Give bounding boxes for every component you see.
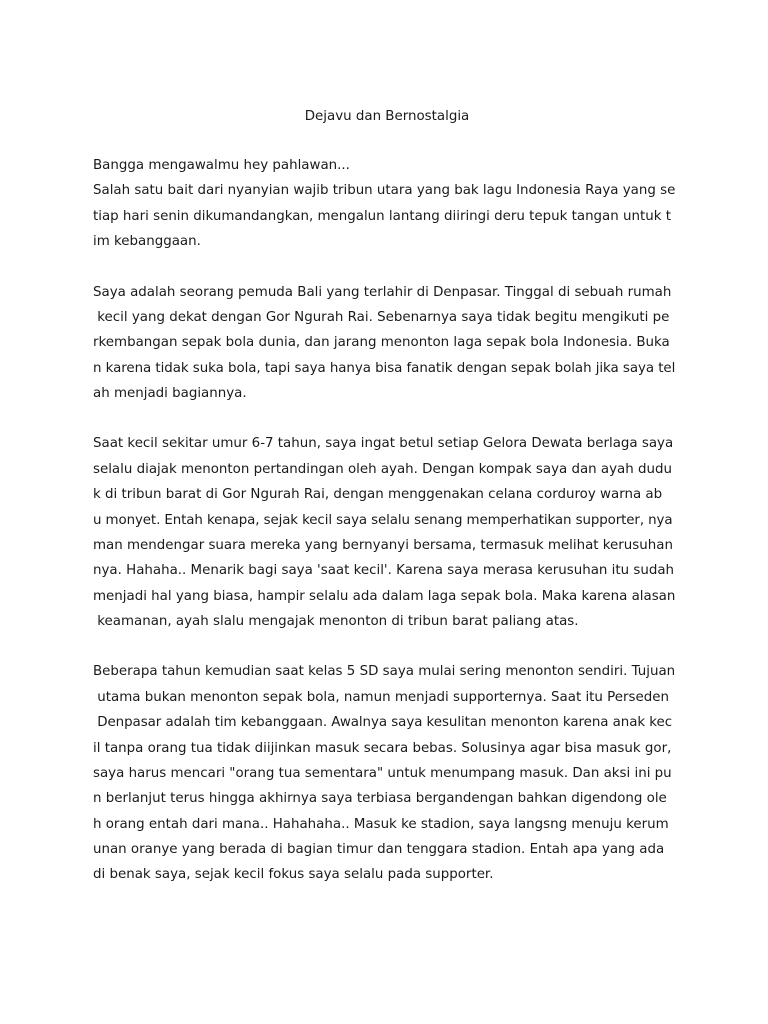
document-title: Dejavu dan Bernostalgia xyxy=(304,109,470,124)
paragraph-4-line-7: h orang entah dari mana.. Hahahaha.. Masuk ke stadion, saya langsng menuju kerum xyxy=(93,817,669,832)
paragraph-1-line-2: Salah satu bait dari nyanyian wajib tribun utara yang bak lagu Indonesia Raya yang se xyxy=(93,183,676,198)
paragraph-3-line-2: selalu diajak menonton pertandingan oleh ayah. Dengan kompak saya dan ayah dudu xyxy=(93,462,672,477)
paragraph-3-line-7: menjadi hal yang biasa, hampir selalu ada dalam laga sepak bola. Maka karena alasan xyxy=(93,589,676,604)
paragraph-3-line-8: keamanan, ayah slalu mengajak menonton di tribun barat paliang atas. xyxy=(93,614,579,629)
paragraph-4-line-8: unan oranye yang berada di bagian timur dan tenggara stadion. Entah apa yang ada xyxy=(93,842,665,857)
paragraph-3-line-5: man mendengar suara mereka yang bernyanyi bersama, termasuk melihat kerusuhan xyxy=(93,538,673,553)
paragraph-4-line-1: Beberapa tahun kemudian saat kelas 5 SD saya mulai sering menonton sendiri. Tujuan xyxy=(93,664,676,679)
paragraph-2-line-4: n karena tidak suka bola, tapi saya hanya bisa fanatik dengan sepak bolah jika saya tel xyxy=(93,361,676,376)
paragraph-1-line-4: im kebanggaan. xyxy=(93,234,201,249)
paragraph-4-line-2: utama bukan menonton sepak bola, namun menjadi supporternya. Saat itu Perseden xyxy=(93,690,669,705)
paragraph-4-line-4: il tanpa orang tua tidak diijinkan masuk secara bebas. Solusinya agar bisa masuk gor, xyxy=(93,741,672,756)
paragraph-3-line-6: nya. Hahaha.. Menarik bagi saya 'saat kecil'. Karena saya merasa kerusuhan itu sudah xyxy=(93,563,675,578)
paragraph-4-line-9: di benak saya, sejak kecil fokus saya selalu pada supporter. xyxy=(93,867,494,882)
paragraph-4-line-5: saya harus mencari "orang tua sementara" untuk menumpang masuk. Dan aksi ini pu xyxy=(93,766,672,781)
paragraph-3-line-3: k di tribun barat di Gor Ngurah Rai, dengan menggenakan celana corduroy warna ab xyxy=(93,487,663,502)
paragraph-4-line-3: Denpasar adalah tim kebanggaan. Awalnya saya kesulitan menonton karena anak kec xyxy=(93,715,673,730)
paragraph-1-line-3: tiap hari senin dikumandangkan, mengalun lantang diiringi deru tepuk tangan untuk t xyxy=(93,209,671,224)
paragraph-2-line-3: rkembangan sepak bola dunia, dan jarang menonton laga sepak bola Indonesia. Buka xyxy=(93,335,670,350)
paragraph-2-line-5: ah menjadi bagiannya. xyxy=(93,386,247,401)
paragraph-4-line-6: n berlanjut terus hingga akhirnya saya terbiasa bergandengan bahkan digendong ole xyxy=(93,791,667,806)
paragraph-2-line-2: kecil yang dekat dengan Gor Ngurah Rai. Sebenarnya saya tidak begitu mengikuti pe xyxy=(93,310,670,325)
paragraph-1-line-1: Bangga mengawalmu hey pahlawan... xyxy=(93,158,350,173)
paragraph-3-line-1: Saat kecil sekitar umur 6-7 tahun, saya ingat betul setiap Gelora Dewata berlaga saya xyxy=(93,436,674,451)
paragraph-2-line-1: Saya adalah seorang pemuda Bali yang terlahir di Denpasar. Tinggal di sebuah rumah xyxy=(93,285,672,300)
paragraph-3-line-4: u monyet. Entah kenapa, sejak kecil saya selalu senang memperhatikan supporter, nya xyxy=(93,513,673,528)
